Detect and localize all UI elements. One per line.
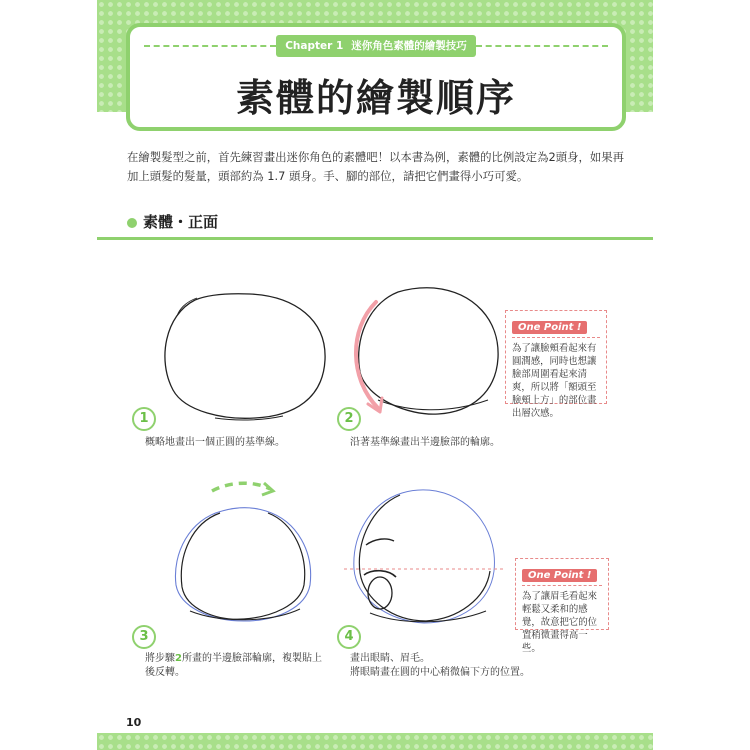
section-bullet-icon — [127, 218, 137, 228]
step-4-badge: 4 — [337, 625, 361, 649]
one-point-text-2: 為了讓眉毛看起來輕鬆又柔和的感覺，故意把它的位置稍微畫得高一些。 — [522, 591, 598, 654]
one-point-box-2 — [515, 558, 609, 654]
step-4-drawing — [340, 485, 510, 635]
one-point-text-1: 為了讓臉頰看起來有圓潤感，同時也想讓臉部周圍看起來清爽，所以將「額頭至臉頰上方」的部位畫出層次感。 — [512, 343, 597, 419]
step-1-badge: 1 — [132, 407, 156, 431]
title-card — [126, 23, 626, 131]
intro-paragraph: 在繪製髮型之前，首先練習畫出迷你角色的素體吧！以本書為例，素體的比例設定為2頭身，如果再加上頭髮的髮量，頭部約為 1.7 頭身。手、腳的部位，請把它們畫得小巧可愛。 — [127, 150, 625, 183]
step-2-red-arrow — [356, 302, 378, 408]
one-point-tag-2: One Point ! — [522, 569, 597, 582]
step-1-drawing — [155, 290, 335, 425]
step-4-guide-circle — [354, 490, 495, 623]
chapter-title: 迷你角色素體的繪製技巧 — [351, 40, 467, 52]
one-point-box-1 — [505, 310, 607, 419]
section-heading — [97, 210, 653, 240]
section-title: 素體・正面 — [143, 213, 219, 231]
step-3-ref: 2 — [175, 653, 182, 664]
page-title: 素體的繪製順序 — [235, 76, 516, 120]
footer-band — [97, 733, 653, 750]
step-2-drawing — [338, 280, 508, 425]
step-1-guide-circle — [165, 294, 325, 419]
title-dash-left — [144, 45, 276, 47]
step-3-caption: 將步驟2所畫的半邊臉部輪廓，複製貼上後反轉。 — [145, 653, 322, 678]
step-2-badge: 2 — [337, 407, 361, 431]
page-number: 10 — [126, 716, 142, 729]
chapter-pill — [276, 35, 476, 57]
step-1-caption: 概略地畫出一個正圓的基準線。 — [145, 437, 285, 448]
step-3-badge: 3 — [132, 625, 156, 649]
step-2-caption: 沿著基準線畫出半邊臉部的輪廓。 — [350, 437, 500, 448]
chapter-label: Chapter 1 — [285, 40, 344, 52]
step-4-eye — [368, 577, 392, 609]
title-dash-right — [476, 45, 608, 47]
one-point-tag-1: One Point ! — [512, 321, 587, 334]
step-3-drawing — [160, 475, 330, 635]
step-2-guide-circle — [359, 288, 498, 414]
step-4-eyebrow — [366, 539, 394, 545]
step-4-caption: 畫出眼睛、眉毛。 將眼睛畫在圓的中心稍微偏下方的位置。 — [350, 653, 530, 678]
step-3-flip-arrow — [212, 483, 270, 491]
